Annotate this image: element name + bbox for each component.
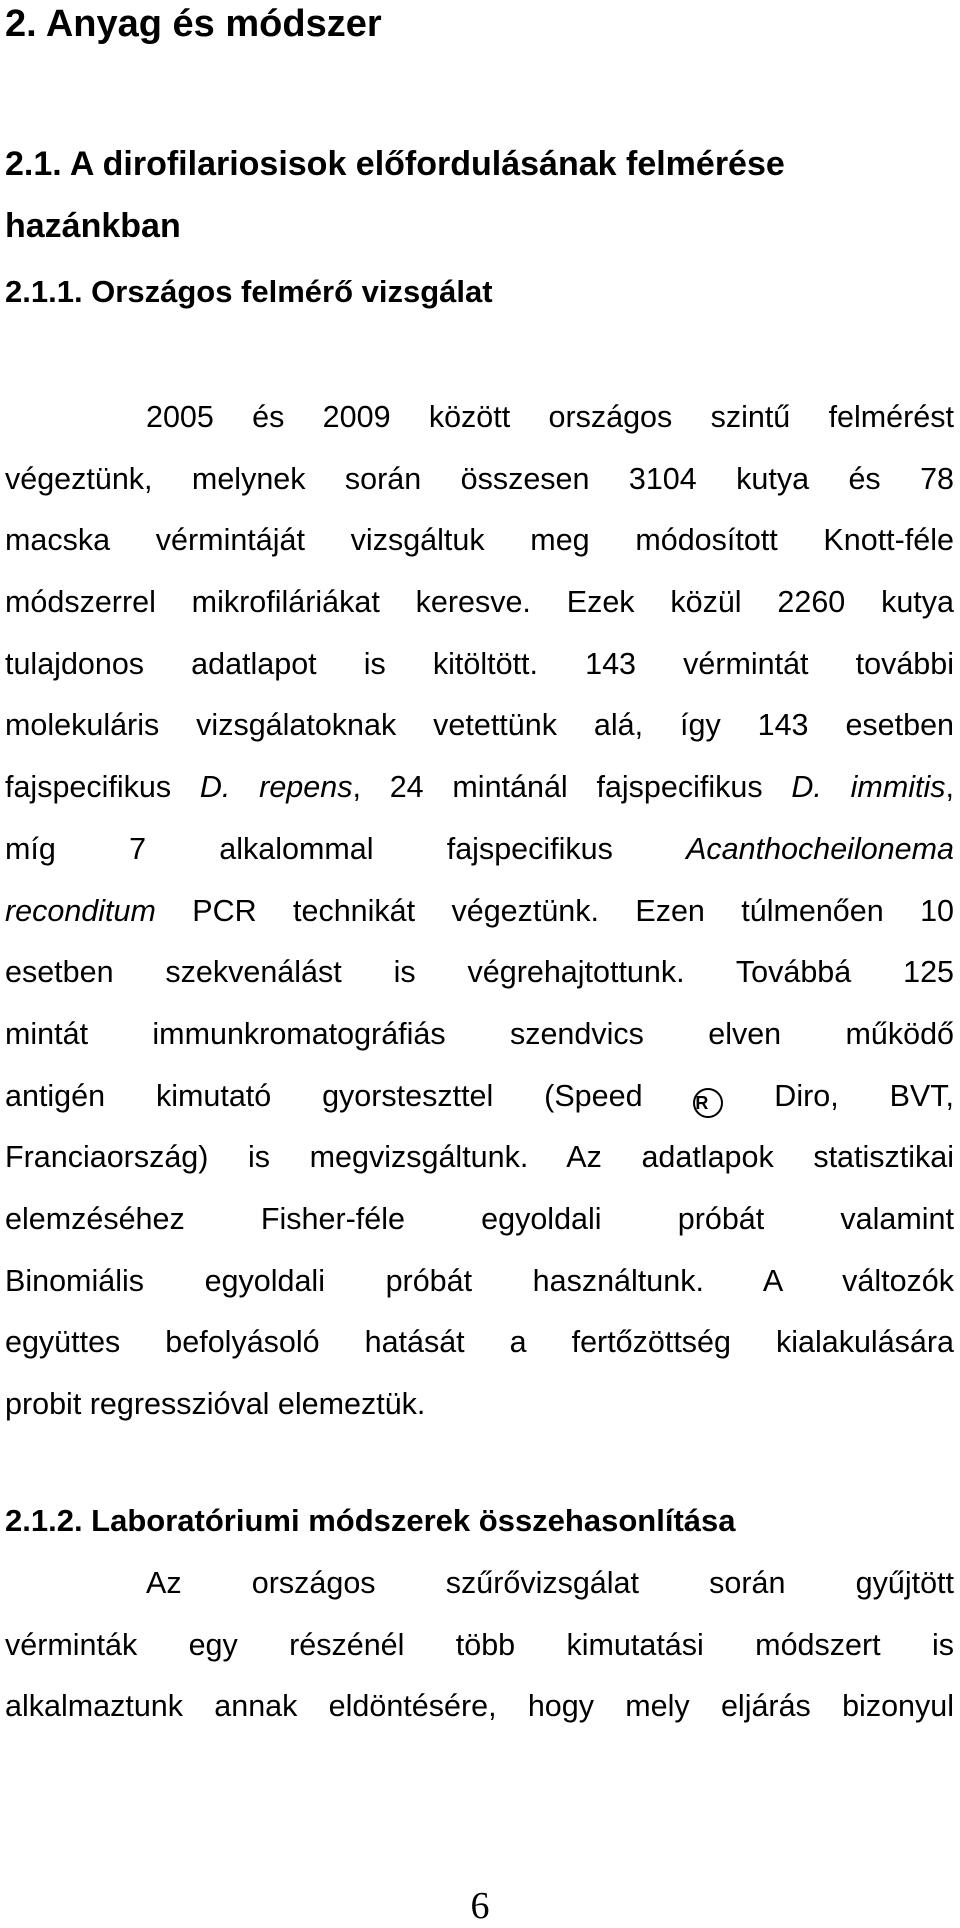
paragraph-line: elemzéséhez Fisher-féle egyoldali próbát valamint	[5, 1201, 954, 1236]
paragraph-line: Franciaország) is megvizsgáltunk. Az adatlapok statisztikai	[5, 1140, 954, 1175]
paragraph-line	[5, 881, 954, 943]
paragraph-line: vérminták egy részénél több kimutatási módszert is	[5, 1627, 954, 1662]
paragraph-line	[5, 819, 954, 881]
line-text: , 24 mintánál fajspecifikus	[352, 770, 792, 805]
line-text: PCR technikát végeztünk. Ezen túlmenően 10	[155, 893, 954, 928]
subsection-heading-2-1-2: 2.1.2. Laboratóriumi módszerek összehasonlítása	[5, 1503, 736, 1538]
paragraph-line: probit regresszióval elemeztük.	[5, 1387, 426, 1421]
paragraph-line: 2005 és 2009 között országos szintű felmérést	[146, 400, 954, 434]
line-text: Diro, BVT,	[723, 1078, 954, 1113]
paragraph-national-survey	[5, 387, 954, 1436]
paragraph-line: Binomiális egyoldali próbát használtunk. A változók	[5, 1263, 954, 1298]
paragraph-line: macska vérmintáját vizsgáltuk meg módosított Knott-féle	[5, 523, 954, 558]
species-name: Acanthocheilonema	[686, 831, 954, 866]
line-text: antigén kimutató gyorsteszttel (Speed	[5, 1078, 694, 1113]
paragraph-lab-methods	[5, 1553, 954, 1738]
section-heading: 2.1. A dirofilariosisok előfordulásának felmérése hazánkban	[5, 145, 785, 245]
paragraph-line: Az országos szűrővizsgálat során gyűjtött	[146, 1566, 954, 1600]
line-text: ,	[945, 770, 955, 805]
paragraph-line: tulajdonos adatlapot is kitöltött. 143 vérmintát további	[5, 646, 954, 681]
paragraph-line: alkalmaztunk annak eldöntésére, hogy mely eljárás bizonyul	[5, 1689, 954, 1724]
paragraph-line: együttes befolyásoló hatását a fertőzöttség kialakulására	[5, 1325, 954, 1360]
chapter-heading: 2. Anyag és módszer	[5, 3, 382, 45]
species-name: reconditum	[5, 893, 156, 928]
paragraph-line: esetben szekvenálást is végrehajtottunk. Továbbá 125	[5, 955, 954, 990]
registered-mark-icon: R	[693, 1088, 723, 1118]
paragraph-line	[5, 757, 954, 819]
line-text: míg 7 alkalommal fajspecifikus	[5, 831, 687, 866]
paragraph-line: végeztünk, melynek során összesen 3104 kutya és 78	[5, 461, 954, 496]
line-text: fajspecifikus	[5, 770, 200, 805]
species-name: D. immitis	[791, 770, 946, 805]
paragraph-line: molekuláris vizsgálatoknak vetettünk alá, így 143 esetben	[5, 708, 954, 743]
paragraph-line: mintát immunkromatográfiás szendvics elven működő	[5, 1016, 954, 1051]
paragraph-line: módszerrel mikrofiláriákat keresve. Ezek közül 2260 kutya	[5, 585, 954, 620]
subsection-heading-2-1-1: 2.1.1. Országos felmérő vizsgálat	[5, 274, 493, 309]
species-name: D. repens	[199, 770, 353, 805]
paragraph-line	[5, 1066, 954, 1128]
page-number: 6	[470, 1885, 490, 1927]
